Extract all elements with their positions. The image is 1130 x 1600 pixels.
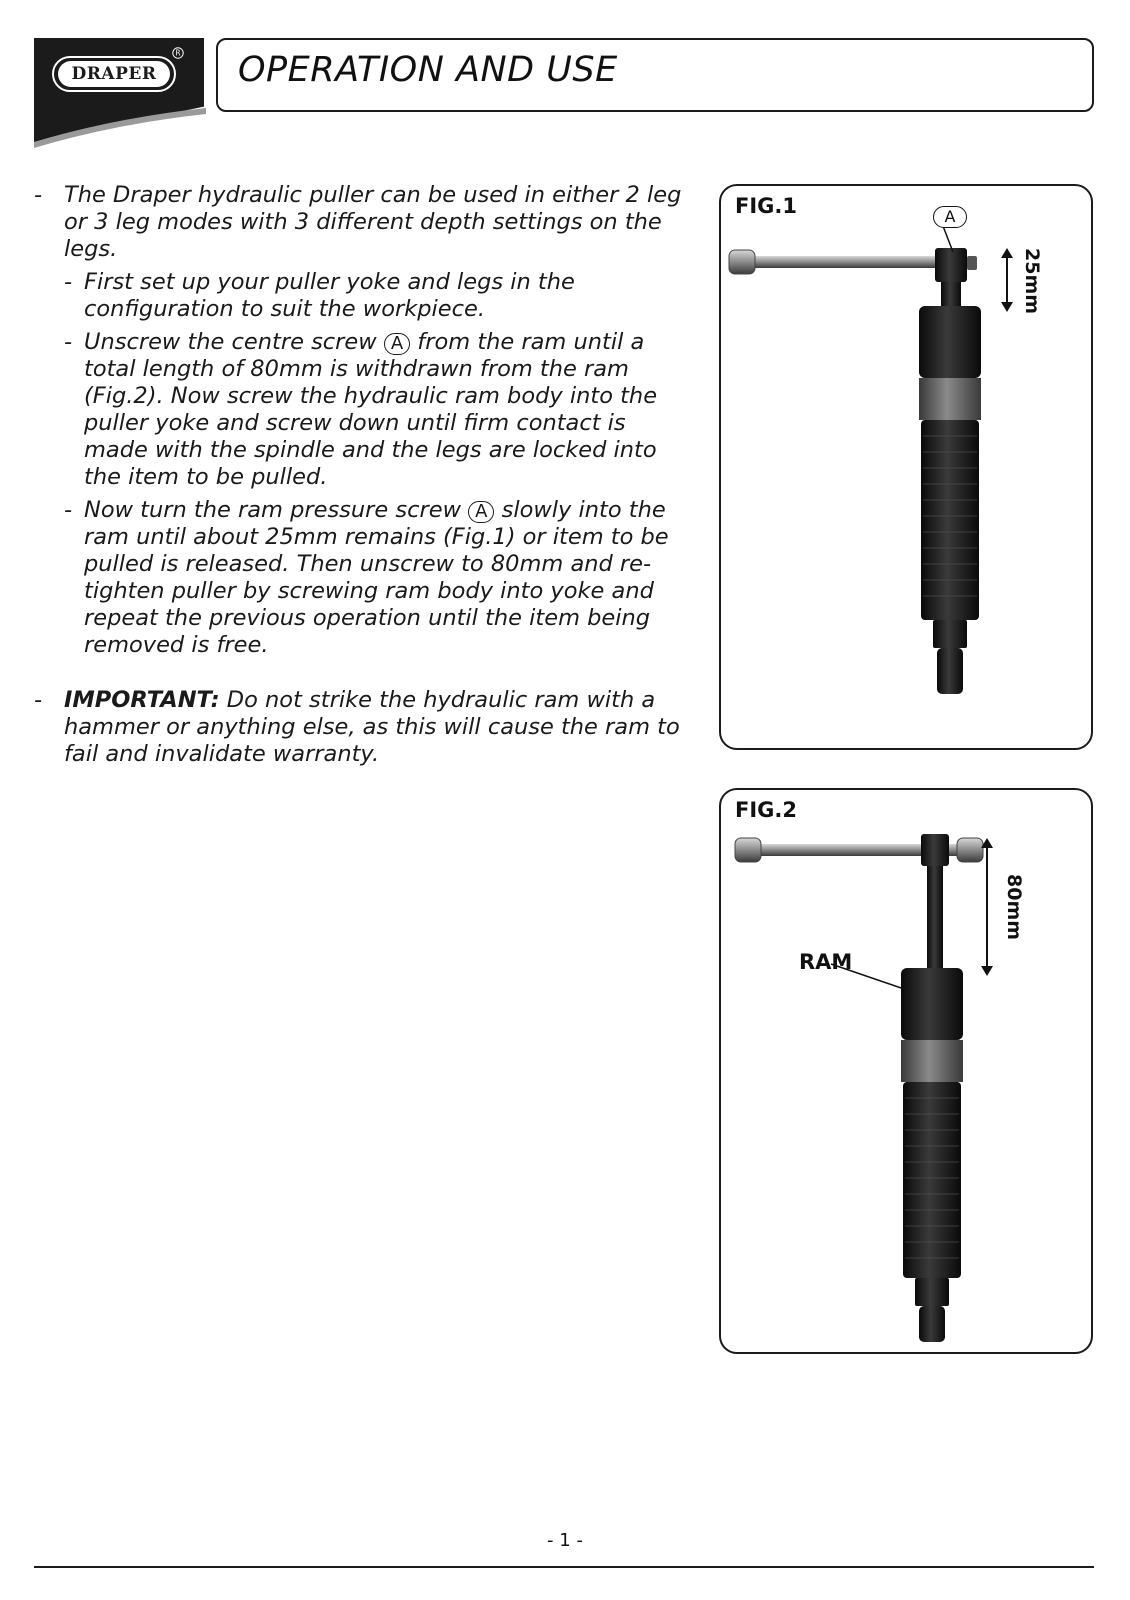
dimension-25mm-label: 25mm — [1021, 248, 1043, 315]
hydraulic-ram-80mm-illustration — [721, 790, 1091, 1352]
registered-mark-icon — [172, 47, 184, 59]
important-label: IMPORTANT: — [64, 687, 220, 713]
step-item — [64, 497, 694, 659]
dimension-80mm-label: 80mm — [1003, 874, 1025, 941]
bullet-dash: - — [64, 269, 73, 295]
draper-logo-text: DRAPER — [58, 61, 170, 87]
figure-2 — [719, 788, 1093, 1354]
bullet-dash: - — [34, 182, 43, 208]
ram-part-label: RAM — [799, 950, 853, 974]
instructions — [34, 182, 694, 768]
step-text: Now turn the ram pressure screw — [84, 497, 469, 523]
step-text: Unscrew the centre screw — [84, 329, 384, 355]
bullet-dash: - — [64, 497, 73, 523]
important-text: Do not strike the hydraulic ram with a hammer or anything else, as this will cause the ram to fail and invalidate warranty. — [64, 687, 680, 767]
important-item — [34, 687, 694, 768]
step-item — [64, 329, 694, 491]
brand-swoosh — [34, 108, 206, 152]
intro-item — [34, 182, 694, 659]
callout-a-badge: A — [384, 333, 410, 355]
figure-1 — [719, 184, 1093, 750]
bullet-dash: - — [64, 329, 73, 355]
intro-text: The Draper hydraulic puller can be used in either 2 leg or 3 leg modes with 3 different depth settings on the legs. — [64, 182, 682, 262]
bullet-dash: - — [34, 687, 43, 713]
step-text: from the ram until a total length of 80mm is withdrawn from the ram (Fig.2). Now screw the hydraulic ram body into the puller yoke and screw down until firm contact is made with the spindle and the legs are locked into the item to be pulled. — [84, 329, 658, 490]
draper-logo — [52, 56, 176, 92]
figure-2-label: FIG.2 — [735, 798, 797, 822]
footer-divider — [34, 1566, 1094, 1568]
page-title: OPERATION AND USE — [238, 50, 618, 90]
step-text: slowly into the ram until about 25mm remains (Fig.1) or item to be pulled is released. Then unscrew to 80mm and re-tighten puller by screwing ram body into yoke and repeat the previous operation until the item being removed is free. — [84, 497, 669, 658]
callout-a-badge: A — [468, 501, 494, 523]
figure-1-label: FIG.1 — [735, 194, 797, 218]
svg-text:R: R — [175, 48, 181, 58]
page-number: - 1 - — [547, 1530, 583, 1551]
callout-a-label: A — [933, 206, 967, 228]
step-item — [64, 269, 694, 323]
step-text: First set up your puller yoke and legs in the configuration to suit the workpiece. — [84, 269, 575, 322]
title-box — [216, 38, 1094, 112]
